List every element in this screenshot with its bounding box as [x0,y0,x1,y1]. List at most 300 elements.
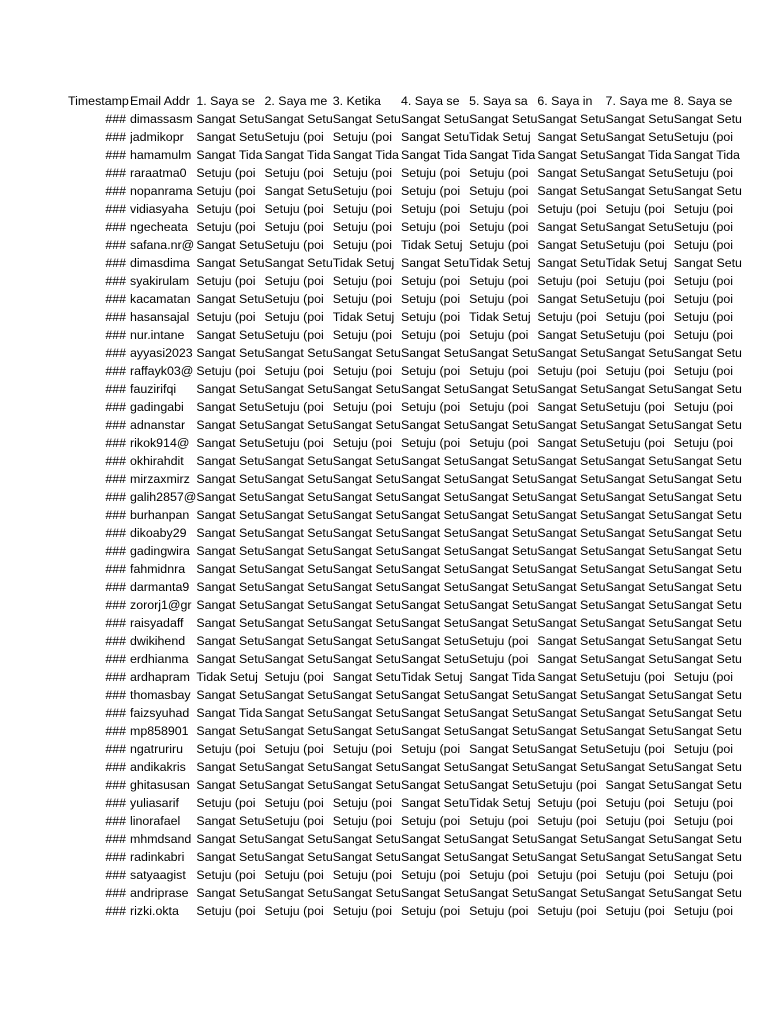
answer-cell: Sangat Setu [673,652,742,666]
answer-cell: Sangat Setu [537,562,606,576]
answer-cell: Setuju (poi [264,796,324,810]
answer-cell: Sangat Setu [400,562,470,576]
answer-cell: Sangat Setu [400,850,470,864]
answer-cell: Sangat Setu [537,400,606,414]
answer-cell: Sangat Setu [196,490,265,504]
email-cell: linorafael [130,814,181,828]
answer-cell: Sangat Setu [673,634,742,648]
answer-cell: Sangat Setu [264,778,333,792]
answer-cell: Sangat Setu [264,454,333,468]
column-header: 5. Saya sa [469,94,528,108]
answer-cell: Sangat Setu [196,472,265,486]
answer-cell: Sangat Setu [605,580,674,594]
timestamp-cell: ### [105,652,126,666]
table-row [68,200,742,218]
answer-cell: Setuju (poi [673,220,733,234]
answer-cell: Setuju (poi [400,292,461,306]
timestamp-cell: ### [105,112,126,126]
answer-cell: Sangat Setu [400,796,470,810]
answer-cell: Sangat Setu [332,706,401,720]
answer-cell: Setuju (poi [400,274,461,288]
answer-cell: Sangat Setu [196,238,265,252]
table-body [68,92,742,920]
answer-cell: Sangat Setu [673,382,742,396]
answer-cell: Sangat Setu [264,526,333,540]
answer-cell: Setuju (poi [332,868,392,882]
timestamp-cell: ### [105,814,126,828]
timestamp-cell: ### [105,238,126,252]
answer-cell: Tidak Setuj [332,256,395,270]
answer-cell: Setuju (poi [196,742,256,756]
answer-cell: Setuju (poi [264,868,324,882]
answer-cell: Sangat Setu [469,760,538,774]
answer-cell: Setuju (poi [673,904,733,918]
email-cell: rizki.okta [130,904,179,918]
answer-cell: Setuju (poi [264,742,324,756]
answer-cell: Sangat Setu [673,472,742,486]
answer-cell: Sangat Setu [605,706,674,720]
table-row [68,524,742,542]
answer-cell: Sangat Setu [673,598,742,612]
answer-cell: Setuju (poi [400,220,461,234]
answer-cell: Sangat Setu [264,580,333,594]
answer-cell: Sangat Setu [332,346,401,360]
answer-cell: Setuju (poi [264,166,324,180]
answer-cell: Setuju (poi [605,292,665,306]
answer-cell: Sangat Setu [400,130,470,144]
answer-cell: Sangat Setu [332,760,401,774]
answer-cell: Sangat Setu [537,472,606,486]
answer-cell: Setuju (poi [537,814,597,828]
answer-cell: Setuju (poi [264,400,324,414]
table-row [68,902,742,920]
answer-cell: Sangat Setu [469,544,538,558]
header-row [68,92,742,110]
answer-cell: Sangat Setu [605,346,674,360]
email-cell: nopanrama [130,184,193,198]
table-row [68,578,742,596]
answer-cell: Sangat Setu [537,166,606,180]
answer-cell: Setuju (poi [605,904,665,918]
answer-cell: Sangat Setu [196,130,265,144]
answer-cell: Setuju (poi [332,328,392,342]
answer-cell: Setuju (poi [196,868,256,882]
answer-cell: Sangat Setu [605,886,674,900]
answer-cell: Sangat Setu [264,508,333,522]
answer-cell: Setuju (poi [673,238,733,252]
answer-cell: Sangat Setu [196,508,265,522]
table-row [68,812,742,830]
answer-cell: Sangat Setu [605,490,674,504]
email-cell: syakirulam [130,274,190,288]
table-row [68,164,742,182]
answer-cell: Sangat Setu [400,886,470,900]
answer-cell: Sangat Setu [469,616,538,630]
answer-cell: Setuju (poi [264,292,324,306]
answer-cell: Sangat Setu [605,382,674,396]
timestamp-cell: ### [105,886,126,900]
answer-cell: Sangat Setu [196,346,265,360]
answer-cell: Sangat Setu [264,760,333,774]
answer-cell: Setuju (poi [332,814,392,828]
answer-cell: Sangat Setu [264,724,333,738]
timestamp-cell: ### [105,382,126,396]
answer-cell: Sangat Setu [605,724,674,738]
timestamp-cell: ### [105,526,126,540]
answer-cell: Sangat Setu [196,616,265,630]
answer-cell: Sangat Setu [332,832,401,846]
answer-cell: Sangat Setu [264,112,333,126]
column-header: Email Addr [130,94,190,108]
answer-cell: Sangat Setu [537,436,606,450]
answer-cell: Setuju (poi [605,274,665,288]
table-row [68,632,742,650]
timestamp-cell: ### [105,472,126,486]
answer-cell: Sangat Setu [673,832,742,846]
answer-cell: Sangat Setu [469,490,538,504]
answer-cell: Sangat Setu [264,832,333,846]
answer-cell: Setuju (poi [196,220,256,234]
answer-cell: Sangat Setu [400,652,470,666]
table-row [68,650,742,668]
answer-cell: Setuju (poi [196,904,256,918]
timestamp-cell: ### [105,202,126,216]
answer-cell: Setuju (poi [400,904,461,918]
answer-cell: Setuju (poi [469,238,529,252]
table-row [68,848,742,866]
answer-cell: Setuju (poi [673,166,733,180]
answer-cell: Setuju (poi [673,670,733,684]
answer-cell: Sangat Setu [537,670,606,684]
answer-cell: Sangat Setu [332,886,401,900]
answer-cell: Sangat Setu [673,112,742,126]
answer-cell: Setuju (poi [605,238,665,252]
answer-cell: Sangat Setu [196,400,265,414]
answer-cell: Sangat Setu [537,652,606,666]
timestamp-cell: ### [105,616,126,630]
answer-cell: Setuju (poi [605,814,665,828]
table-row [68,434,742,452]
answer-cell: Sangat Setu [264,490,333,504]
answer-cell: Sangat Setu [332,490,401,504]
column-header: 6. Saya in [537,94,593,108]
answer-cell: Sangat Setu [196,256,265,270]
answer-cell: Setuju (poi [400,202,461,216]
email-cell: dimasdima [130,256,190,270]
answer-cell: Sangat Setu [537,760,606,774]
answer-cell: Tidak Setuj [469,256,531,270]
answer-cell: Sangat Setu [537,256,606,270]
answer-cell: Sangat Setu [537,706,606,720]
answer-cell: Sangat Setu [537,616,606,630]
answer-cell: Tidak Setuj [469,310,531,324]
answer-cell: Sangat Setu [400,832,470,846]
answer-cell: Sangat Setu [400,418,470,432]
answer-cell: Sangat Setu [264,850,333,864]
answer-cell: Setuju (poi [400,364,461,378]
answer-cell: Sangat Setu [537,580,606,594]
answer-cell: Setuju (poi [469,436,529,450]
answer-cell: Sangat Setu [605,166,674,180]
answer-cell: Sangat Setu [673,580,742,594]
answer-cell: Setuju (poi [537,904,597,918]
answer-cell: Sangat Setu [537,130,606,144]
answer-cell: Setuju (poi [469,814,529,828]
answer-cell: Setuju (poi [469,292,529,306]
answer-cell: Sangat Setu [605,652,674,666]
answer-cell: Setuju (poi [400,400,461,414]
answer-cell: Sangat Setu [469,688,538,702]
table-row [68,506,742,524]
table-row [68,704,742,722]
table-row [68,110,742,128]
answer-cell: Sangat Setu [605,508,674,522]
email-cell: gadingwira [130,544,190,558]
timestamp-cell: ### [105,256,126,270]
email-cell: zororj1@gr [130,598,192,612]
answer-cell: Setuju (poi [605,400,665,414]
email-cell: ngatruriru [130,742,184,756]
answer-cell: Sangat Setu [537,112,606,126]
answer-cell: Setuju (poi [469,868,529,882]
answer-cell: Sangat Setu [469,580,538,594]
answer-cell: Sangat Setu [264,598,333,612]
timestamp-cell: ### [105,778,126,792]
column-header: 7. Saya me [605,94,669,108]
answer-cell: Sangat Setu [332,544,401,558]
answer-cell: Sangat Setu [400,760,470,774]
answer-cell: Setuju (poi [400,436,461,450]
answer-cell: Setuju (poi [537,310,597,324]
table-row [68,326,742,344]
answer-cell: Sangat Setu [673,706,742,720]
timestamp-cell: ### [105,544,126,558]
answer-cell: Sangat Setu [400,508,470,522]
answer-cell: Setuju (poi [469,274,529,288]
answer-cell: Setuju (poi [469,400,529,414]
timestamp-cell: ### [105,454,126,468]
email-cell: yuliasarif [130,796,179,810]
answer-cell: Sangat Setu [264,472,333,486]
answer-cell: Sangat Setu [469,850,538,864]
answer-cell: Sangat Setu [264,256,333,270]
email-cell: satyaagist [130,868,186,882]
timestamp-cell: ### [105,580,126,594]
answer-cell: Sangat Setu [537,544,606,558]
timestamp-cell: ### [105,904,126,918]
email-cell: dikoaby29 [130,526,187,540]
answer-cell: Setuju (poi [673,796,733,810]
timestamp-cell: ### [105,760,126,774]
answer-cell: Sangat Setu [605,454,674,468]
table-row [68,272,742,290]
answer-cell: Sangat Setu [469,112,538,126]
answer-cell: Sangat Setu [264,418,333,432]
timestamp-cell: ### [105,400,126,414]
answer-cell: Sangat Setu [537,220,606,234]
answer-cell: Setuju (poi [332,292,392,306]
answer-cell: Setuju (poi [196,364,256,378]
answer-cell: Setuju (poi [469,652,529,666]
answer-cell: Sangat Setu [673,256,742,270]
answer-cell: Sangat Setu [537,724,606,738]
timestamp-cell: ### [105,130,126,144]
email-cell: vidiasyaha [130,202,189,216]
answer-cell: Sangat Setu [605,472,674,486]
answer-cell: Setuju (poi [332,166,392,180]
answer-cell: Setuju (poi [264,670,324,684]
answer-cell: Setuju (poi [332,130,392,144]
timestamp-cell: ### [105,706,126,720]
answer-cell: Setuju (poi [673,436,733,450]
answer-cell: Sangat Tida [400,148,468,162]
answer-cell: Sangat Setu [264,886,333,900]
answer-cell: Setuju (poi [400,814,461,828]
answer-cell: Setuju (poi [537,202,597,216]
answer-cell: Sangat Setu [537,184,606,198]
timestamp-cell: ### [105,292,126,306]
answer-cell: Sangat Setu [469,832,538,846]
table-row [68,668,742,686]
email-cell: faizsyuhad [130,706,190,720]
answer-cell: Setuju (poi [400,310,461,324]
timestamp-cell: ### [105,598,126,612]
table-row [68,146,742,164]
email-cell: darmanta9 [130,580,190,594]
table-row [68,776,742,794]
timestamp-cell: ### [105,634,126,648]
answer-cell: Sangat Setu [196,832,265,846]
answer-cell: Setuju (poi [332,364,392,378]
table-row [68,182,742,200]
answer-cell: Setuju (poi [673,328,733,342]
answer-cell: Setuju (poi [673,364,733,378]
table-row [68,740,742,758]
answer-cell: Sangat Tida [332,148,399,162]
email-cell: raraatma0 [130,166,187,180]
answer-cell: Sangat Setu [400,526,470,540]
email-cell: ayyasi2023 [130,346,193,360]
email-cell: andriprase [130,886,189,900]
answer-cell: Setuju (poi [605,310,665,324]
answer-cell: Sangat Setu [264,184,333,198]
answer-cell: Sangat Setu [264,616,333,630]
answer-cell: Sangat Setu [537,346,606,360]
answer-cell: Sangat Setu [196,382,265,396]
answer-cell: Setuju (poi [332,202,392,216]
answer-cell: Sangat Setu [469,742,538,756]
answer-cell: Sangat Setu [196,598,265,612]
answer-cell: Setuju (poi [196,166,256,180]
column-header: 3. Ketika [332,94,381,108]
email-cell: mhmdsand [130,832,192,846]
answer-cell: Sangat Setu [673,562,742,576]
table-row [68,416,742,434]
answer-cell: Sangat Setu [196,814,265,828]
answer-cell: Sangat Setu [332,112,401,126]
answer-cell: Sangat Setu [332,724,401,738]
answer-cell: Setuju (poi [605,742,665,756]
answer-cell: Sangat Setu [332,508,401,522]
answer-cell: Sangat Setu [469,382,538,396]
answer-cell: Sangat Setu [400,472,470,486]
email-cell: dwikihend [130,634,186,648]
answer-cell: Setuju (poi [605,328,665,342]
answer-cell: Sangat Setu [673,454,742,468]
timestamp-cell: ### [105,490,126,504]
answer-cell: Tidak Setuj [196,670,258,684]
answer-cell: Sangat Setu [400,778,470,792]
timestamp-cell: ### [105,724,126,738]
answer-cell: Sangat Setu [605,418,674,432]
answer-cell: Setuju (poi [469,904,529,918]
answer-cell: Tidak Setuj [605,256,668,270]
answer-cell: Setuju (poi [400,868,461,882]
answer-cell: Setuju (poi [400,166,461,180]
answer-cell: Sangat Setu [264,382,333,396]
answer-cell: Sangat Setu [469,598,538,612]
answer-cell: Sangat Setu [537,850,606,864]
answer-cell: Setuju (poi [469,202,529,216]
answer-cell: Sangat Setu [196,760,265,774]
table-row [68,128,742,146]
answer-cell: Sangat Setu [332,382,401,396]
answer-cell: Sangat Setu [196,328,265,342]
answer-cell: Sangat Setu [537,832,606,846]
answer-cell: Sangat Setu [400,490,470,504]
answer-cell: Sangat Setu [673,490,742,504]
table-row [68,758,742,776]
table-row [68,218,742,236]
answer-cell: Setuju (poi [605,364,665,378]
answer-cell: Setuju (poi [469,634,529,648]
answer-cell: Sangat Setu [605,526,674,540]
answer-cell: Sangat Setu [400,256,470,270]
answer-cell: Sangat Setu [605,598,674,612]
answer-cell: Sangat Setu [196,886,265,900]
answer-cell: Tidak Setuj [400,670,463,684]
answer-cell: Setuju (poi [537,778,597,792]
table-row [68,686,742,704]
answer-cell: Sangat Setu [605,778,674,792]
table-row [68,236,742,254]
table-row [68,488,742,506]
email-cell: jadmikopr [130,130,184,144]
timestamp-cell: ### [105,328,126,342]
column-header: 2. Saya me [264,94,328,108]
answer-cell: Sangat Setu [196,778,265,792]
answer-cell: Sangat Setu [332,526,401,540]
answer-cell: Sangat Setu [196,112,265,126]
answer-cell: Setuju (poi [537,364,597,378]
answer-cell: Sangat Tida [605,148,672,162]
answer-cell: Sangat Setu [196,292,265,306]
answer-cell: Sangat Setu [400,544,470,558]
table-row [68,596,742,614]
answer-cell: Sangat Setu [332,634,401,648]
answer-cell: Sangat Setu [673,184,742,198]
answer-cell: Setuju (poi [537,274,597,288]
answer-cell: Sangat Setu [673,616,742,630]
timestamp-cell: ### [105,310,126,324]
table-row [68,344,742,362]
answer-cell: Sangat Setu [605,688,674,702]
answer-cell: Setuju (poi [673,814,733,828]
answer-cell: Setuju (poi [264,220,324,234]
timestamp-cell: ### [105,166,126,180]
answer-cell: Sangat Setu [537,292,606,306]
answer-cell: Sangat Setu [196,436,265,450]
